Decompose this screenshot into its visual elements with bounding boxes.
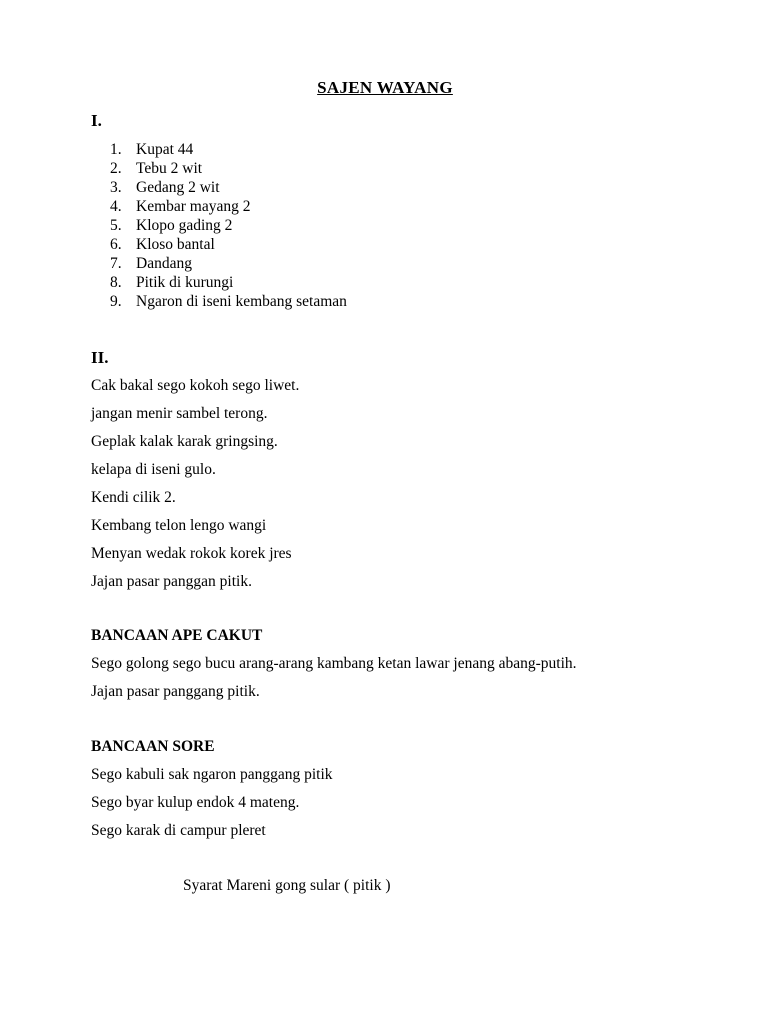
section-2-body bbox=[91, 376, 299, 600]
list-item bbox=[110, 140, 347, 159]
list-item-text: Gedang 2 wit bbox=[136, 179, 220, 196]
section-2-line: Cak bakal sego kokoh sego liwet. bbox=[91, 377, 300, 394]
bancaan-ape-cakut-heading: BANCAAN APE CAKUT bbox=[91, 627, 263, 644]
list-item-number: 2. bbox=[110, 160, 122, 177]
section-2-line: kelapa di iseni gulo. bbox=[91, 461, 216, 478]
list-item-number: 3. bbox=[110, 179, 122, 196]
bancaan-sore-line: Sego kabuli sak ngaron panggang pitik bbox=[91, 766, 333, 783]
list-item-text: Ngaron di iseni kembang setaman bbox=[136, 293, 347, 310]
list-item-number: 6. bbox=[110, 236, 122, 253]
list-item-text: Tebu 2 wit bbox=[136, 160, 203, 177]
list-item-number: 5. bbox=[110, 217, 122, 234]
list-item bbox=[110, 235, 347, 254]
list-item-text: Klopo gading 2 bbox=[136, 217, 233, 234]
list-item bbox=[110, 178, 347, 197]
section-2-line: Kembang telon lengo wangi bbox=[91, 517, 267, 534]
list-item bbox=[110, 273, 347, 292]
section-2-line: Menyan wedak rokok korek jres bbox=[91, 545, 292, 562]
section-2-line: Jajan pasar panggan pitik. bbox=[91, 573, 252, 590]
section-1-list bbox=[110, 140, 347, 311]
bancaan-ape-cakut-line: Sego golong sego bucu arang-arang kambang ketan lawar jenang abang-putih. bbox=[91, 655, 577, 672]
list-item bbox=[110, 197, 347, 216]
section-2-line: Kendi cilik 2. bbox=[91, 489, 176, 506]
list-item bbox=[110, 216, 347, 235]
bancaan-ape-cakut-body bbox=[91, 654, 577, 710]
list-item-text: Dandang bbox=[136, 255, 192, 272]
bancaan-sore-body bbox=[91, 765, 333, 849]
section-2-line: Geplak kalak karak gringsing. bbox=[91, 433, 278, 450]
list-item-text: Kembar mayang 2 bbox=[136, 198, 251, 215]
list-item-number: 1. bbox=[110, 141, 122, 158]
bancaan-ape-cakut-line: Jajan pasar panggang pitik. bbox=[91, 683, 260, 700]
section-2-heading: II. bbox=[91, 348, 109, 367]
section-1-heading: I. bbox=[91, 111, 102, 130]
list-item-text: Kupat 44 bbox=[136, 141, 194, 158]
list-item-number: 9. bbox=[110, 293, 122, 310]
list-item-number: 7. bbox=[110, 255, 122, 272]
bancaan-sore-heading: BANCAAN SORE bbox=[91, 738, 215, 755]
section-2-line: jangan menir sambel terong. bbox=[91, 405, 268, 422]
list-item-text: Pitik di kurungi bbox=[136, 274, 234, 291]
list-item-number: 4. bbox=[110, 198, 122, 215]
list-item-text: Kloso bantal bbox=[136, 236, 215, 253]
bancaan-sore-line: Sego karak di campur pleret bbox=[91, 822, 266, 839]
bancaan-sore-line: Sego byar kulup endok 4 mateng. bbox=[91, 794, 300, 811]
list-item bbox=[110, 292, 347, 311]
document-title: SAJEN WAYANG bbox=[317, 78, 453, 97]
closing-note: Syarat Mareni gong sular ( pitik ) bbox=[183, 877, 391, 894]
list-item bbox=[110, 254, 347, 273]
list-item bbox=[110, 159, 347, 178]
list-item-number: 8. bbox=[110, 274, 122, 291]
